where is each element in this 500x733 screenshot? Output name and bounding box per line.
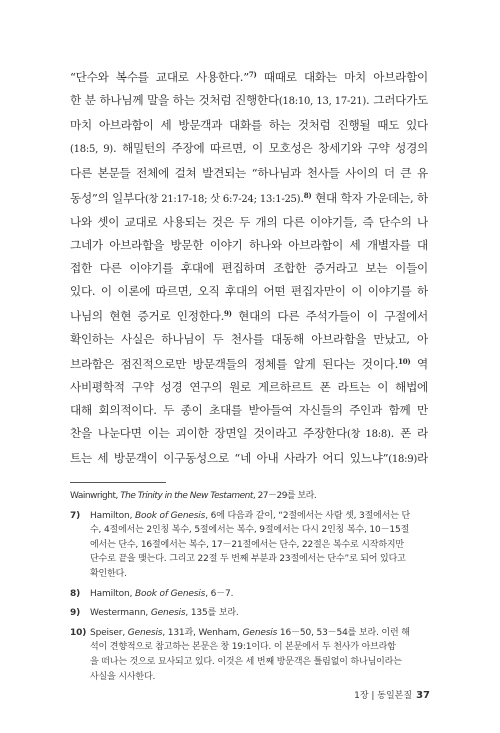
- body-line: [70, 280, 428, 303]
- body-line: [70, 211, 428, 234]
- text-run: 다른 본문들 전체에 걸쳐 발견되는 “하나님과 천사들 사이의 더 큰 유: [70, 165, 428, 180]
- footnotes: [70, 489, 428, 689]
- text-run: , 6에 다음과 같이, “2절에서는 사람 셋, 3절에서는 단: [205, 510, 411, 521]
- text-run: 사비평학적 구약 성경 연구의 원로 게르하르트 폰 라트는 이 해법에: [70, 379, 428, 394]
- book-title: The Trinity in the New Testament: [120, 491, 253, 501]
- footnote-ref: 9): [224, 309, 232, 319]
- footnote-line: [90, 640, 428, 655]
- body-line: [70, 234, 428, 257]
- text-run: 사실을 시사한다.: [90, 671, 156, 682]
- footnote-line: [90, 606, 428, 621]
- book-title: Book of Genesis: [135, 510, 206, 521]
- text-run: Hamilton,: [90, 588, 136, 599]
- footnote-line: [90, 626, 428, 641]
- body-line: [70, 257, 428, 280]
- footnote: [70, 626, 428, 684]
- text-run: , 27－29를 보라.: [252, 491, 317, 501]
- text-run: 라: [417, 450, 428, 465]
- text-run: 접한 다른 이야기를 후대에 편집하며 조합한 증거라고 보는 이들이: [70, 261, 428, 276]
- body-line: [70, 422, 428, 447]
- footnote: [70, 587, 428, 602]
- book-title: Genesis: [127, 627, 163, 638]
- footnote: [70, 606, 428, 621]
- footnote-line: [90, 509, 428, 524]
- body-line: [70, 376, 428, 399]
- scripture-ref: (18:5, 9): [70, 143, 113, 155]
- footnote-number: 7): [70, 510, 81, 521]
- book-title: Genesis: [150, 608, 186, 619]
- text-run: 브라함은 점진적으로만 방문객들의 정체를 알게 된다는 것이다.: [70, 356, 399, 371]
- text-run: . 해밀턴의 주장에 따르면, 이 모호성은 창세기와 구약 성경의: [112, 140, 428, 155]
- footnote-line: [90, 523, 428, 538]
- footnote-continuation: [70, 489, 428, 504]
- footnote-ref: 7): [248, 70, 257, 79]
- book-title: Book of Genesis: [135, 588, 206, 599]
- footnote-ref: 10): [398, 356, 411, 366]
- text-run: “단수와 복수를 교대로 사용한다.”: [70, 70, 249, 84]
- body-line: [70, 89, 428, 114]
- body-line: [70, 399, 428, 422]
- page-number: 37: [416, 690, 430, 701]
- body-line: [70, 162, 428, 185]
- text-run: 현대의 다른 주석가들이 이 구절에서: [231, 309, 428, 324]
- text-run: 확인하는 사실은 하나님이 두 천사를 대동해 아브라함을 만났고, 아: [70, 331, 428, 346]
- text-run: 있다. 이 이론에 따르면, 오직 후대의 어떤 편집자만이 이 이야기를 하: [70, 284, 428, 299]
- text-run: Westermann,: [90, 608, 151, 619]
- text-run: 확인한다.: [90, 568, 127, 579]
- text-run: 찬을 나눈다면 이는 괴이한 장면일 것이라고 주장한다: [70, 425, 347, 440]
- text-run: , 131과, Wenham,: [162, 627, 243, 638]
- body-line: [70, 328, 428, 351]
- body-line: [70, 114, 428, 137]
- text-run: 그네가 아브라함을 방문한 이야기 하나와 아브라함이 세 개별자를 대: [70, 238, 428, 253]
- footnote-line: [90, 567, 428, 582]
- text-run: Hamilton,: [90, 510, 136, 521]
- text-run: 트는 세 방문객이 이구동성으로 “네 아내 사라가 어디 있느냐”: [70, 450, 389, 465]
- text-run: 마치 아브라함이 세 방문객과 대화를 하는 것처럼 진행될 때도 있다: [70, 117, 428, 132]
- footnote-line: [90, 587, 428, 602]
- footnote-line: [70, 489, 428, 504]
- body-text: [70, 64, 428, 471]
- footnote-line: [90, 538, 428, 553]
- text-run: 석이 견향적으로 참고하는 본문은 창 19:1이다. 이 본문에서 두 천사가 아브라함: [90, 642, 396, 653]
- text-run: 동성”의 일부다: [70, 190, 146, 205]
- scripture-ref: (창 18:8): [346, 428, 391, 440]
- text-run: 에서는 단수, 16절에서는 복수, 17－21절에서는 단수, 22절은 복수로 시작하지만: [90, 539, 404, 550]
- scripture-ref: (18:9): [388, 453, 418, 465]
- body-line: [70, 447, 428, 472]
- text-run: 때때로 대화는 마치 아브라함이: [256, 70, 428, 84]
- footnote-number: 9): [70, 608, 81, 619]
- text-run: . 그러다가도: [366, 92, 428, 107]
- text-run: Wainwright,: [70, 491, 121, 501]
- text-run: Speiser,: [90, 627, 128, 638]
- footnote-number: 10): [70, 627, 87, 638]
- scripture-ref: (창 21:17-18; 삿 6:7-24; 13:1-25): [145, 193, 301, 205]
- scripture-ref: (18:10, 13, 17-21): [278, 95, 367, 107]
- footnote: [70, 509, 428, 582]
- text-run: , 6－7.: [205, 588, 234, 599]
- footnote-line: [90, 655, 428, 670]
- text-run: 단수로 끝을 맺는다. 그리고 22절 두 번째 부분과 23절에서는 단수”로 되어 있다고: [90, 554, 406, 565]
- text-run: 수, 4절에서는 2인칭 복수, 5절에서는 복수, 9절에서는 다시 2인칭 복수, 10－15절: [90, 525, 410, 536]
- text-run: .: [300, 190, 304, 205]
- text-run: 현대 학자 가운데는, 하: [311, 190, 428, 205]
- footnote-divider: [70, 482, 166, 483]
- text-run: 역: [410, 356, 428, 371]
- text-run: 을 떠나는 것으로 묘사되고 있다. 이것은 세 번째 방문객은 틀림없이 하나님이라는: [90, 656, 402, 667]
- body-line: [70, 185, 428, 212]
- body-line: [70, 351, 428, 376]
- book-title: Genesis: [242, 627, 278, 638]
- body-line: [70, 64, 428, 89]
- body-line: [70, 303, 428, 328]
- text-run: . 폰 라: [390, 425, 428, 440]
- text-run: 한 분 하나님께 말을 하는 것처럼 진행한다: [70, 92, 279, 107]
- text-run: 16－50, 53－54를 보라. 이런 해: [277, 627, 410, 638]
- body-line: [70, 137, 428, 162]
- footnote-line: [90, 552, 428, 567]
- text-run: 나와 셋이 교대로 사용되는 것은 두 개의 다른 이야기들, 즉 단수의 나: [70, 215, 428, 230]
- text-run: 대해 회의적이다. 두 종이 초대를 받아들여 자신들의 주인과 함께 만: [70, 402, 428, 417]
- footnote-line: [90, 670, 428, 685]
- page-footer: [354, 688, 430, 701]
- text-run: , 135를 보라.: [185, 608, 239, 619]
- running-head: 1장 | 동일본질: [354, 691, 413, 701]
- footnote-number: 8): [70, 588, 81, 599]
- footnote-ref: 8): [303, 190, 312, 200]
- text-run: 나님의 현현 증거로 인정한다.: [70, 309, 225, 324]
